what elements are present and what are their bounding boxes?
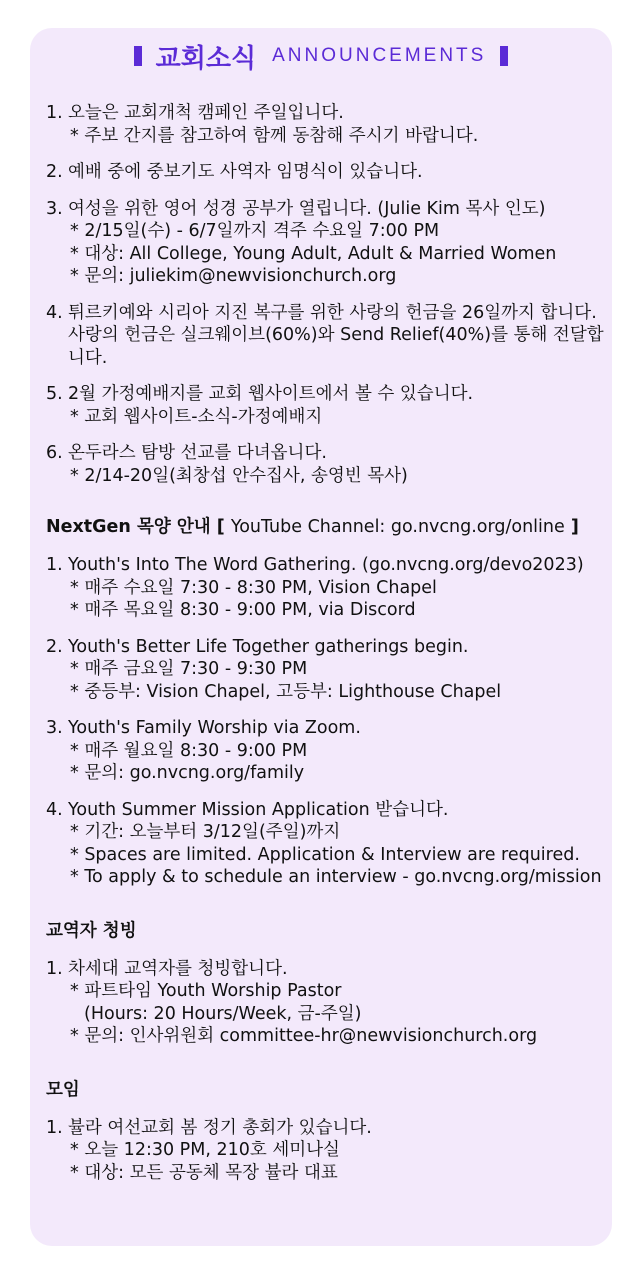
- item-main: [46, 958, 606, 981]
- item-subline: * Spaces are limited. Application & Interview are required.: [70, 844, 580, 865]
- meeting-title: 모임: [46, 1079, 80, 1100]
- item-subline: * 매주 금요일 7:30 - 9:30 PM: [70, 659, 308, 679]
- item-subline: * 주보 간지를 참고하여 함께 동참해 주시기 바랍니다.: [70, 125, 479, 146]
- list-item: [46, 799, 606, 889]
- recruit-list: [46, 958, 606, 1048]
- nextgen-title-text: NextGen 목양 안내: [46, 517, 211, 537]
- item-subline: * 매주 월요일 8:30 - 9:00 PM: [70, 740, 308, 761]
- item-main: [46, 102, 606, 125]
- bracket-close: ]: [570, 517, 579, 537]
- item-number: 4.: [46, 302, 63, 323]
- left-bar-icon: [134, 46, 142, 66]
- list-item: [46, 717, 606, 785]
- item-number: 1.: [46, 555, 63, 575]
- item-text: Youth's Better Life Together gatherings begin.: [68, 636, 469, 657]
- item-subline: * 중등부: Vision Chapel, 고등부: Lighthouse Chapel: [70, 681, 502, 702]
- item-text: 뷸라 여선교회 봄 정기 총회가 있습니다.: [68, 1117, 372, 1138]
- recruit-title: 교역자 청빙: [46, 920, 137, 941]
- item-number: 4.: [46, 799, 63, 820]
- item-subline: * 매주 목요일 8:30 - 9:00 PM, via Discord: [70, 600, 416, 620]
- item-subline: * 문의: 인사위원회 committee-hr@newvisionchurch.org: [70, 1026, 538, 1046]
- list-item: [46, 636, 606, 704]
- item-text: 2월 가정예배지를 교회 웹사이트에서 볼 수 있습니다.: [68, 384, 474, 404]
- item-number: 3.: [46, 198, 63, 219]
- list-item: [46, 302, 606, 370]
- item-number: 3.: [46, 718, 63, 738]
- item-text: 튀르키예와 시리아 지진 복구를 위한 사랑의 헌금을 26일까지 합니다. 사랑의 헌금은 실크웨이브(60%)와 Send Relief(40%)를 통해 전달합니다.: [68, 302, 604, 368]
- item-main: [46, 554, 606, 577]
- item-number: 1.: [46, 103, 63, 123]
- bracket-open: [: [216, 517, 225, 537]
- content: [46, 102, 606, 1198]
- item-subline: * To apply & to schedule an interview - go.nvcng.org/mission: [70, 867, 602, 887]
- item-text: 여성을 위한 영어 성경 공부가 열립니다. (Julie Kim 목사 인도): [68, 198, 546, 219]
- item-subline: * 대상: All College, Young Adult, Adult & Married Women: [70, 243, 557, 264]
- meeting-list: [46, 1117, 606, 1185]
- nextgen-channel: YouTube Channel: go.nvcng.org/online: [230, 517, 565, 537]
- item-text: Youth's Into The Word Gathering. (go.nvcng.org/devo2023): [68, 555, 584, 575]
- item-subline: * 2/15일(수) - 6/7일까지 격주 수요일 7:00 PM: [70, 221, 440, 241]
- announcements-list: [46, 102, 606, 487]
- nextgen-title: [46, 513, 606, 538]
- item-number: 6.: [46, 443, 63, 463]
- item-main: [46, 198, 606, 221]
- header: [30, 34, 612, 78]
- right-bar-icon: [500, 46, 508, 66]
- item-subline: * 문의: juliekim@newvisionchurch.org: [70, 266, 397, 286]
- item-subline: (Hours: 20 Hours/Week, 금-주일): [84, 1003, 362, 1024]
- item-subline: * 문의: go.nvcng.org/family: [70, 763, 305, 783]
- item-subline: * 2/14-20일(최창섭 안수집사, 송영빈 목사): [70, 465, 408, 486]
- item-main: [46, 161, 606, 184]
- list-item: [46, 958, 606, 1048]
- header-title-en: ANNOUNCEMENTS: [272, 45, 487, 66]
- item-number: 2.: [46, 162, 63, 182]
- item-text: 오늘은 교회개척 캠페인 주일입니다.: [68, 103, 344, 123]
- item-subline: * 기간: 오늘부터 3/12일(주일)까지: [70, 822, 341, 842]
- item-subline: * 파트타임 Youth Worship Pastor: [70, 981, 342, 1001]
- list-item: [46, 102, 606, 147]
- item-text: 차세대 교역자를 청빙합니다.: [68, 958, 288, 979]
- announcements-card: [30, 28, 612, 1246]
- item-text: 온두라스 탐방 선교를 다녀옵니다.: [68, 443, 327, 463]
- item-main: [46, 383, 606, 406]
- list-item: [46, 554, 606, 622]
- list-item: [46, 442, 606, 487]
- list-item: [46, 161, 606, 184]
- nextgen-list: [46, 554, 606, 889]
- item-text: Youth's Family Worship via Zoom.: [68, 718, 361, 738]
- list-item: [46, 198, 606, 288]
- item-subline: * 매주 수요일 7:30 - 8:30 PM, Vision Chapel: [70, 577, 437, 598]
- item-number: 5.: [46, 384, 63, 404]
- item-subline: * 오늘 12:30 PM, 210호 세미나실: [70, 1140, 340, 1160]
- item-number: 2.: [46, 636, 63, 657]
- item-main: [46, 1117, 606, 1140]
- item-subline: * 교회 웹사이트-소식-가정예배지: [70, 406, 323, 427]
- item-text: 예배 중에 중보기도 사역자 임명식이 있습니다.: [68, 162, 423, 182]
- item-main: [46, 799, 606, 822]
- list-item: [46, 1117, 606, 1185]
- list-item: [46, 383, 606, 428]
- item-number: 1.: [46, 958, 63, 979]
- item-text: Youth Summer Mission Application 받습니다.: [68, 799, 449, 820]
- item-subline: * 대상: 모든 공동체 목장 뷸라 대표: [70, 1162, 338, 1183]
- item-main: [46, 717, 606, 740]
- item-number: 1.: [46, 1117, 63, 1138]
- item-main: [46, 442, 606, 465]
- item-main: [46, 636, 606, 659]
- header-title-ko: 교회소식: [155, 43, 257, 74]
- item-main: [46, 302, 606, 370]
